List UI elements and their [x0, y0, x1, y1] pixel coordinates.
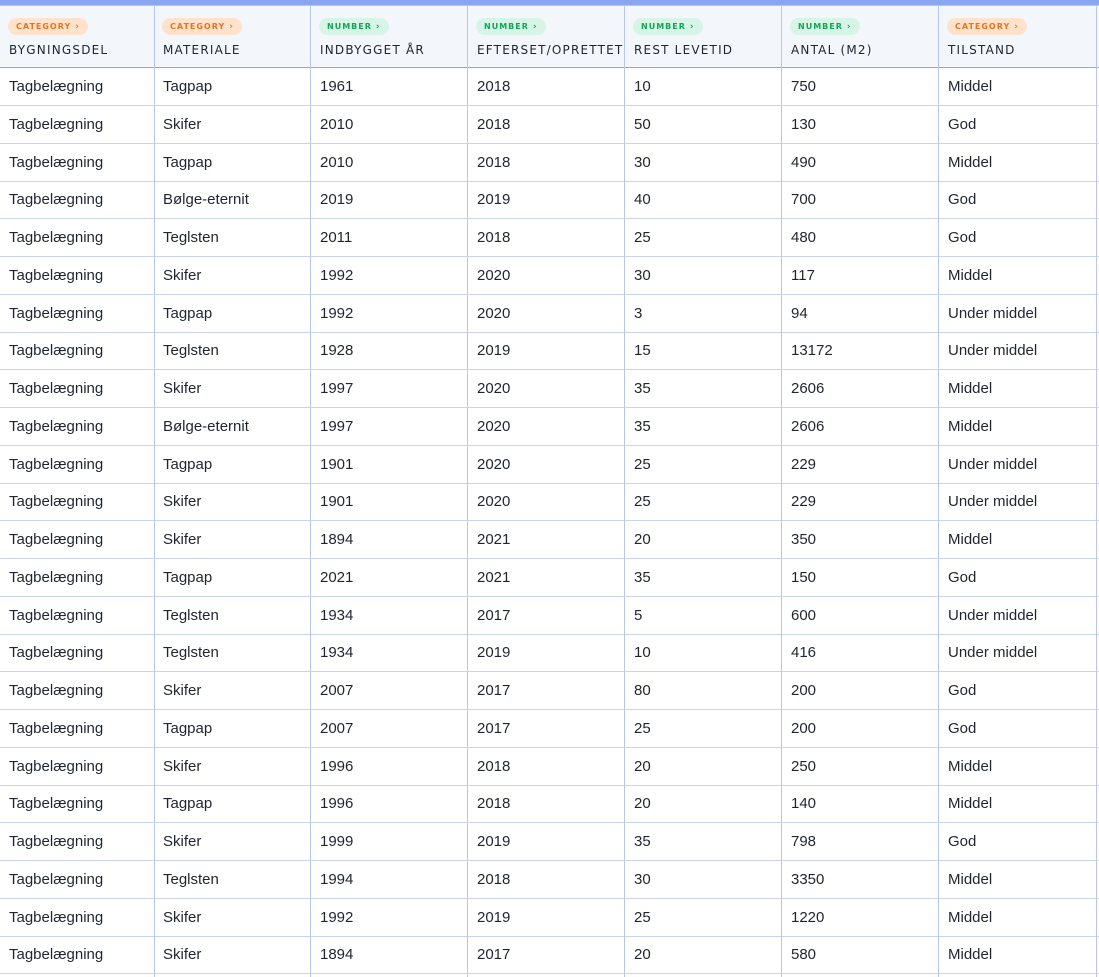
table-cell[interactable]: 2019 — [468, 823, 625, 860]
table-cell[interactable]: 490 — [782, 144, 939, 181]
table-row[interactable] — [0, 861, 1099, 899]
grid-header-row — [0, 5, 1099, 68]
table-cell[interactable]: 229 — [782, 446, 939, 483]
column-type-label: CATEGORY — [955, 22, 1011, 31]
table-cell[interactable]: 2020 — [468, 446, 625, 483]
table-cell[interactable]: Tagpap — [154, 144, 311, 181]
table-cell[interactable]: 2021 — [311, 559, 468, 596]
table-cell[interactable]: 2020 — [468, 257, 625, 294]
table-cell[interactable]: Middel — [939, 68, 1097, 105]
table-cell[interactable]: 1997 — [311, 408, 468, 445]
table-cell[interactable]: 416 — [782, 634, 939, 671]
table-cell[interactable]: Skifer — [154, 257, 311, 294]
table-cell[interactable]: Tagpap — [154, 446, 311, 483]
table-row[interactable] — [0, 219, 1099, 257]
table-row[interactable] — [0, 672, 1099, 710]
table-cell[interactable]: Under middel — [939, 295, 1097, 332]
column-header-0[interactable] — [0, 6, 155, 68]
table-cell[interactable]: 1961 — [311, 68, 468, 105]
table-cell[interactable]: 2018 — [468, 861, 625, 898]
column-type-label: NUMBER — [327, 22, 372, 31]
table-row[interactable] — [0, 559, 1099, 597]
table-cell[interactable]: 1994 — [311, 861, 468, 898]
table-cell[interactable]: 2007 — [311, 710, 468, 747]
table-cell[interactable]: Middel — [939, 785, 1097, 822]
table-cell[interactable]: 2019 — [468, 181, 625, 218]
table-cell[interactable]: Tagbelægning — [0, 748, 155, 785]
table-cell[interactable]: 229 — [782, 483, 939, 520]
table-row[interactable] — [0, 634, 1099, 672]
table-cell[interactable]: 80 — [625, 672, 782, 709]
table-cell[interactable]: 25 — [625, 483, 782, 520]
table-cell[interactable]: 2018 — [468, 68, 625, 105]
table-cell[interactable]: 35 — [625, 559, 782, 596]
table-cell[interactable]: Tagbelægning — [0, 408, 155, 445]
column-type-badge[interactable] — [476, 18, 546, 35]
table-cell[interactable]: Middel — [939, 408, 1097, 445]
table-cell[interactable]: 250 — [782, 748, 939, 785]
table-cell[interactable]: 20 — [625, 521, 782, 558]
column-header-1[interactable] — [154, 6, 311, 68]
table-cell[interactable]: 140 — [782, 785, 939, 822]
column-type-badge[interactable] — [8, 18, 88, 35]
table-cell[interactable]: Bølge-eternit — [154, 181, 311, 218]
table-cell[interactable]: 2606 — [782, 370, 939, 407]
table-cell[interactable]: Bølge-eternit — [154, 408, 311, 445]
table-cell[interactable]: 1220 — [782, 899, 939, 936]
table-cell[interactable]: 2017 — [468, 597, 625, 634]
table-cell[interactable]: 2019 — [311, 181, 468, 218]
table-cell[interactable]: 2011 — [311, 219, 468, 256]
table-row[interactable] — [0, 823, 1099, 861]
table-row[interactable] — [0, 710, 1099, 748]
column-type-label: NUMBER — [798, 22, 843, 31]
table-cell[interactable]: 2021 — [468, 521, 625, 558]
table-cell[interactable]: 2010 — [311, 106, 468, 143]
table-cell[interactable]: Middel — [939, 899, 1097, 936]
table-cell[interactable]: Skifer — [154, 370, 311, 407]
table-cell[interactable]: God — [939, 559, 1097, 596]
table-cell[interactable]: 2020 — [468, 408, 625, 445]
column-type-label: CATEGORY — [170, 22, 226, 31]
table-cell[interactable]: Tagbelægning — [0, 521, 155, 558]
table-cell[interactable]: Tagpap — [154, 710, 311, 747]
table-cell[interactable]: 13172 — [782, 332, 939, 369]
table-cell[interactable]: God — [939, 106, 1097, 143]
table-row[interactable] — [0, 144, 1099, 182]
table-cell[interactable]: 2019 — [468, 899, 625, 936]
table-row[interactable] — [0, 748, 1099, 786]
table-cell[interactable]: Under middel — [939, 634, 1097, 671]
table-cell[interactable]: Under middel — [939, 597, 1097, 634]
table-cell[interactable]: Tagbelægning — [0, 106, 155, 143]
table-cell[interactable]: 700 — [782, 181, 939, 218]
table-cell[interactable]: 2018 — [468, 785, 625, 822]
table-cell[interactable]: 35 — [625, 823, 782, 860]
table-cell[interactable]: Skifer — [154, 823, 311, 860]
table-cell[interactable]: Teglsten — [154, 332, 311, 369]
table-cell[interactable]: Tagbelægning — [0, 181, 155, 218]
table-row[interactable] — [0, 483, 1099, 521]
table-cell[interactable]: 1992 — [311, 257, 468, 294]
table-cell[interactable]: 2007 — [311, 672, 468, 709]
table-cell[interactable]: Tagbelægning — [0, 559, 155, 596]
chevron-right-icon: › — [1014, 22, 1019, 32]
chevron-right-icon: › — [532, 22, 538, 32]
table-cell[interactable]: 30 — [625, 144, 782, 181]
table-cell[interactable]: 1894 — [311, 521, 468, 558]
table-cell[interactable]: 1934 — [311, 597, 468, 634]
chevron-right-icon: › — [689, 22, 695, 32]
chevron-right-icon: › — [229, 22, 234, 32]
table-row[interactable] — [0, 899, 1099, 937]
table-cell[interactable]: Skifer — [154, 748, 311, 785]
table-row[interactable] — [0, 408, 1099, 446]
table-cell[interactable]: 50 — [625, 106, 782, 143]
table-cell[interactable]: Teglsten — [154, 219, 311, 256]
table-cell[interactable]: Tagbelægning — [0, 672, 155, 709]
table-row[interactable] — [0, 68, 1099, 106]
table-cell[interactable]: 600 — [782, 597, 939, 634]
table-cell[interactable]: 2018 — [468, 219, 625, 256]
table-cell[interactable]: 94 — [782, 295, 939, 332]
table-cell[interactable]: Tagpap — [154, 295, 311, 332]
table-cell[interactable]: 25 — [625, 446, 782, 483]
column-type-badge[interactable] — [319, 18, 389, 35]
table-cell[interactable]: 1996 — [311, 748, 468, 785]
table-row[interactable] — [0, 785, 1099, 823]
column-header-4[interactable] — [625, 6, 782, 68]
table-cell[interactable]: 2020 — [468, 483, 625, 520]
table-cell[interactable]: Middel — [939, 370, 1097, 407]
table-cell[interactable]: 2019 — [468, 634, 625, 671]
table-row[interactable] — [0, 597, 1099, 635]
table-cell[interactable]: 1901 — [311, 483, 468, 520]
column-header-label: BYGNINGSDEL — [9, 43, 109, 57]
table-cell[interactable]: 1934 — [311, 634, 468, 671]
table-cell[interactable]: Skifer — [154, 483, 311, 520]
table-cell[interactable]: Skifer — [154, 936, 311, 973]
table-cell[interactable]: Tagpap — [154, 785, 311, 822]
table-cell[interactable]: Tagpap — [154, 559, 311, 596]
table-cell[interactable]: God — [939, 710, 1097, 747]
table-cell[interactable]: Tagbelægning — [0, 68, 155, 105]
column-type-badge[interactable] — [162, 18, 242, 35]
table-cell[interactable]: 580 — [782, 936, 939, 973]
table-cell[interactable]: 350 — [782, 521, 939, 558]
table-cell[interactable]: God — [939, 181, 1097, 218]
table-cell[interactable]: 1894 — [311, 936, 468, 973]
table-cell[interactable]: Middel — [939, 748, 1097, 785]
table-row[interactable] — [0, 257, 1099, 295]
table-cell[interactable]: 2021 — [468, 559, 625, 596]
column-type-badge[interactable] — [633, 18, 703, 35]
table-row[interactable] — [0, 446, 1099, 484]
table-cell[interactable]: 1928 — [311, 332, 468, 369]
table-cell[interactable]: 200 — [782, 710, 939, 747]
table-cell[interactable]: 2018 — [468, 106, 625, 143]
table-cell[interactable]: Tagbelægning — [0, 899, 155, 936]
table-cell[interactable]: 1901 — [311, 446, 468, 483]
table-cell[interactable]: 2017 — [468, 672, 625, 709]
table-cell[interactable]: God — [939, 823, 1097, 860]
table-cell[interactable]: Tagbelægning — [0, 483, 155, 520]
column-header-label: INDBYGGET ÅR — [320, 43, 425, 57]
table-cell[interactable]: Tagbelægning — [0, 597, 155, 634]
table-cell[interactable]: 2010 — [311, 144, 468, 181]
table-cell[interactable]: Middel — [939, 861, 1097, 898]
table-cell[interactable]: 15 — [625, 332, 782, 369]
column-header-5[interactable] — [782, 6, 939, 68]
table-cell[interactable]: 2019 — [468, 332, 625, 369]
table-cell[interactable]: Skifer — [154, 521, 311, 558]
table-cell[interactable]: 5 — [625, 597, 782, 634]
table-cell[interactable]: 2020 — [468, 370, 625, 407]
table-cell[interactable]: 2017 — [468, 936, 625, 973]
column-type-label: CATEGORY — [16, 22, 72, 31]
table-cell[interactable]: 35 — [625, 370, 782, 407]
table-cell[interactable]: Tagbelægning — [0, 785, 155, 822]
table-cell[interactable]: 2020 — [468, 295, 625, 332]
table-cell[interactable]: 20 — [625, 785, 782, 822]
table-cell[interactable]: Skifer — [154, 672, 311, 709]
table-cell[interactable]: 1992 — [311, 295, 468, 332]
table-cell[interactable]: 2018 — [468, 144, 625, 181]
table-cell[interactable]: 30 — [625, 257, 782, 294]
table-cell[interactable]: 2017 — [468, 710, 625, 747]
table-row[interactable] — [0, 181, 1099, 219]
table-cell[interactable]: Skifer — [154, 106, 311, 143]
table-cell[interactable]: 1996 — [311, 785, 468, 822]
table-cell[interactable]: 2018 — [468, 748, 625, 785]
column-header-label: MATERIALE — [163, 43, 241, 57]
column-header-6[interactable] — [939, 6, 1097, 68]
table-cell[interactable]: Middel — [939, 144, 1097, 181]
table-cell[interactable]: 1999 — [311, 823, 468, 860]
table-cell[interactable]: Tagbelægning — [0, 370, 155, 407]
table-cell[interactable]: 10 — [625, 68, 782, 105]
table-cell[interactable]: 130 — [782, 106, 939, 143]
chevron-right-icon: › — [375, 22, 381, 32]
table-cell[interactable]: 25 — [625, 219, 782, 256]
table-cell[interactable]: Tagbelægning — [0, 257, 155, 294]
table-row[interactable] — [0, 936, 1099, 974]
table-cell[interactable]: Middel — [939, 936, 1097, 973]
column-type-label: NUMBER — [484, 22, 529, 31]
table-row[interactable] — [0, 106, 1099, 144]
table-cell[interactable]: 25 — [625, 710, 782, 747]
table-cell[interactable]: Tagbelægning — [0, 446, 155, 483]
table-cell[interactable]: God — [939, 219, 1097, 256]
column-header-label: EFTERSET/OPRETTET — [477, 43, 624, 57]
table-cell[interactable]: Skifer — [154, 899, 311, 936]
table-cell[interactable]: Middel — [939, 521, 1097, 558]
table-cell[interactable]: Tagbelægning — [0, 332, 155, 369]
table-cell[interactable]: Teglsten — [154, 861, 311, 898]
column-type-badge[interactable] — [947, 18, 1027, 35]
table-cell[interactable]: God — [939, 672, 1097, 709]
table-cell[interactable]: 117 — [782, 257, 939, 294]
table-cell[interactable]: 25 — [625, 899, 782, 936]
table-cell[interactable]: Under middel — [939, 483, 1097, 520]
chevron-right-icon: › — [846, 22, 852, 32]
column-type-label: NUMBER — [641, 22, 686, 31]
table-cell[interactable]: 30 — [625, 861, 782, 898]
table-cell[interactable]: Tagbelægning — [0, 936, 155, 973]
table-cell[interactable]: Tagbelægning — [0, 295, 155, 332]
table-cell[interactable]: 20 — [625, 748, 782, 785]
table-cell[interactable]: Teglsten — [154, 634, 311, 671]
table-cell[interactable]: 2606 — [782, 408, 939, 445]
table-cell[interactable]: Middel — [939, 257, 1097, 294]
table-cell[interactable]: 3350 — [782, 861, 939, 898]
table-cell[interactable]: 480 — [782, 219, 939, 256]
table-cell[interactable]: 40 — [625, 181, 782, 218]
table-row[interactable] — [0, 521, 1099, 559]
column-header-label: ANTAL (M2) — [791, 43, 873, 57]
table-cell[interactable]: 3 — [625, 295, 782, 332]
table-cell[interactable]: 150 — [782, 559, 939, 596]
table-cell[interactable]: Tagbelægning — [0, 634, 155, 671]
table-cell[interactable]: 10 — [625, 634, 782, 671]
column-header-label: REST LEVETID — [634, 43, 734, 57]
table-cell[interactable]: Teglsten — [154, 597, 311, 634]
table-cell[interactable]: Tagbelægning — [0, 823, 155, 860]
table-cell[interactable]: 798 — [782, 823, 939, 860]
column-type-badge[interactable] — [790, 18, 860, 35]
table-cell[interactable]: Tagbelægning — [0, 861, 155, 898]
column-header-label: TILSTAND — [948, 43, 1016, 57]
table-cell[interactable]: Tagbelægning — [0, 144, 155, 181]
table-row[interactable] — [0, 370, 1099, 408]
table-cell[interactable]: Tagbelægning — [0, 710, 155, 747]
table-cell[interactable]: 20 — [625, 936, 782, 973]
data-grid — [0, 5, 1099, 977]
table-cell[interactable]: 200 — [782, 672, 939, 709]
table-cell[interactable]: Under middel — [939, 332, 1097, 369]
column-header-3[interactable] — [468, 6, 625, 68]
table-cell[interactable]: Tagbelægning — [0, 219, 155, 256]
table-cell[interactable]: 750 — [782, 68, 939, 105]
table-cell[interactable]: 35 — [625, 408, 782, 445]
column-header-2[interactable] — [311, 6, 468, 68]
table-cell[interactable]: Tagpap — [154, 68, 311, 105]
table-cell[interactable]: 1992 — [311, 899, 468, 936]
table-row[interactable] — [0, 332, 1099, 370]
table-cell[interactable]: 1997 — [311, 370, 468, 407]
table-cell[interactable]: Under middel — [939, 446, 1097, 483]
table-row[interactable] — [0, 295, 1099, 333]
chevron-right-icon: › — [75, 22, 80, 32]
